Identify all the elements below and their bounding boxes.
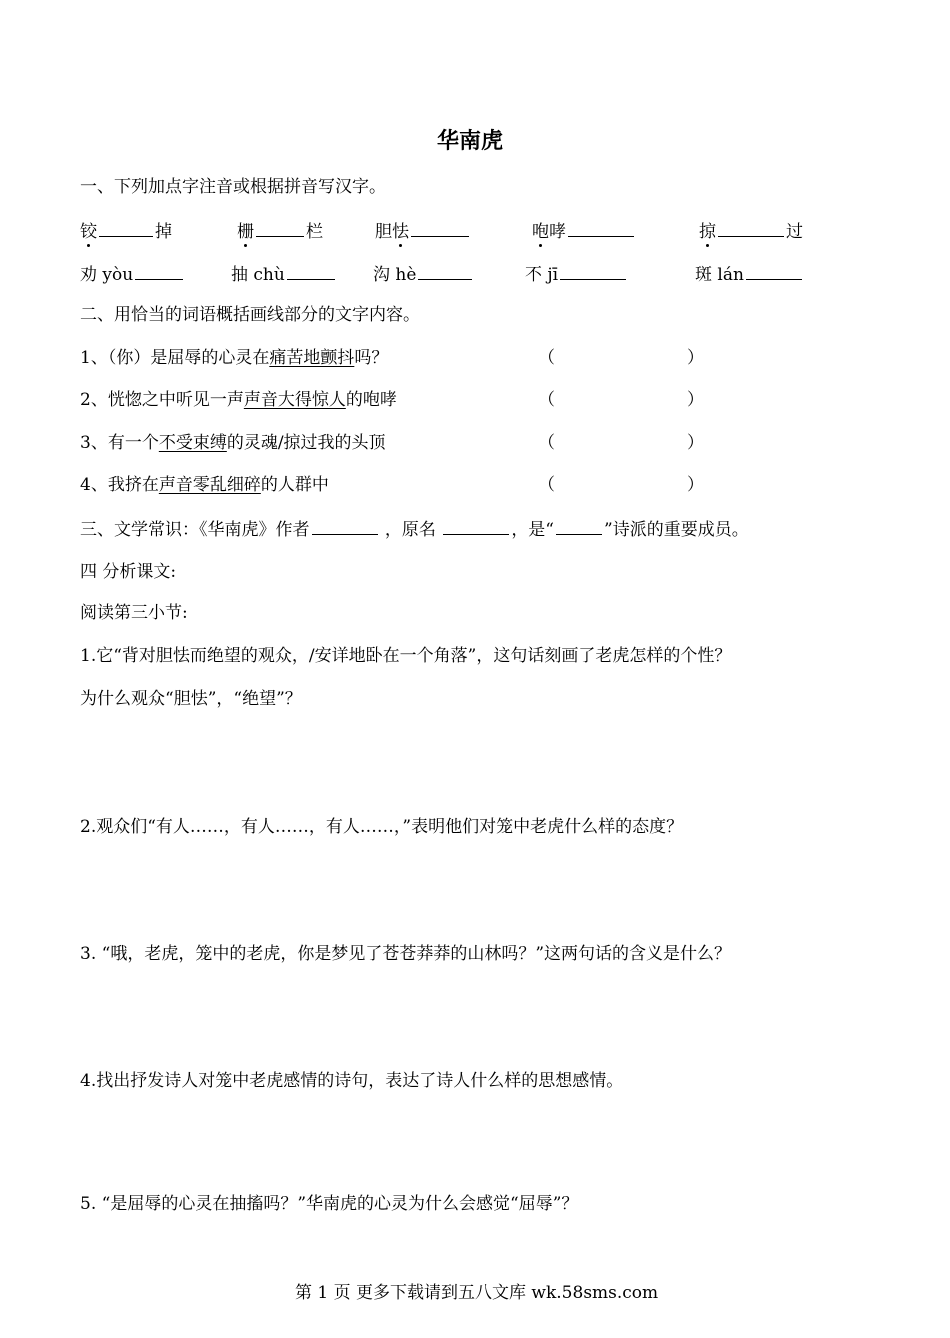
dotted-char: 掠 [699, 222, 716, 242]
dotted-char: 咆 [532, 222, 549, 242]
question-2: 2.观众们“有人……，有人……，有人……，”表明他们对笼中老虎什么样的态度？ [80, 817, 684, 837]
row2-item-4: 不 jī [525, 263, 628, 286]
paren-close: ） [687, 475, 704, 495]
dotted-char: 铰 [80, 222, 97, 242]
paren-open: （ [538, 348, 555, 368]
question-1-line-2: 为什么观众“胆怯”，“绝望”？ [80, 689, 302, 709]
section2-item-2: 2、恍惚之中听见一声声音大得惊人的咆哮 [80, 390, 397, 410]
question-5: 5. “是屈辱的心灵在抽搐吗？”华南虎的心灵为什么会感觉“屈辱”？ [80, 1194, 579, 1214]
question-1-line-1: 1.它“背对胆怯而绝望的观众，/安详地卧在一个角落”，这句话刻画了老虎怎样的个性？ [80, 646, 732, 666]
section4-heading: 四 分析课文: [80, 562, 177, 582]
char: 哮 [549, 222, 566, 242]
char: 栏 [306, 222, 323, 242]
page-title: 华南虎 [437, 129, 504, 154]
row1-item-1 [80, 220, 172, 243]
row1-item-5 [699, 220, 803, 243]
section2-item-3: 3、有一个不受束缚的灵魂/掠过我的头顶 [80, 433, 386, 453]
char: 掉 [155, 222, 172, 242]
paren-close: ） [687, 390, 704, 410]
paren-open: （ [538, 475, 555, 495]
section2-item-4: 4、我挤在声音零乱细碎的人群中 [80, 475, 329, 495]
footer: 第 1 页 更多下载请到五八文库 wk.58sms.com [295, 1283, 659, 1303]
char: 过 [786, 222, 803, 242]
row1-item-2 [237, 220, 323, 243]
section1-heading: 一、下列加点字注音或根据拼音写汉字。 [80, 177, 386, 197]
section2-item-1: 1、（你）是屈辱的心灵在痛苦地颤抖吗？ [80, 348, 389, 368]
row1-item-3 [375, 220, 471, 243]
row1-item-4 [532, 220, 636, 243]
paren-close: ） [687, 433, 704, 453]
row2-item-3: 沟 hè [373, 263, 474, 286]
section3-line: 三、文学常识：《华南虎》作者 ，原名 ，是“ ”诗派的重要成员。 [80, 520, 749, 540]
question-4: 4.找出抒发诗人对笼中老虎感情的诗句，表达了诗人什么样的思想感情。 [80, 1071, 624, 1091]
paren-open: （ [538, 390, 555, 410]
question-3: 3. “哦，老虎，笼中的老虎，你是梦见了苍苍莽莽的山林吗？”这两句话的含义是什么？ [80, 944, 732, 964]
row2-item-2: 抽 chù [231, 263, 337, 286]
char: 胆 [375, 222, 392, 242]
section4-subheading: 阅读第三小节: [80, 603, 188, 623]
paren-open: （ [538, 433, 555, 453]
dotted-char: 栅 [237, 222, 254, 242]
row2-item-1: 劝 yòu [80, 263, 185, 286]
row2-item-5: 斑 lán [695, 263, 804, 286]
dotted-char: 怯 [392, 222, 409, 242]
paren-close: ） [687, 348, 704, 368]
section2-heading: 二、用恰当的词语概括画线部分的文字内容。 [80, 305, 420, 325]
